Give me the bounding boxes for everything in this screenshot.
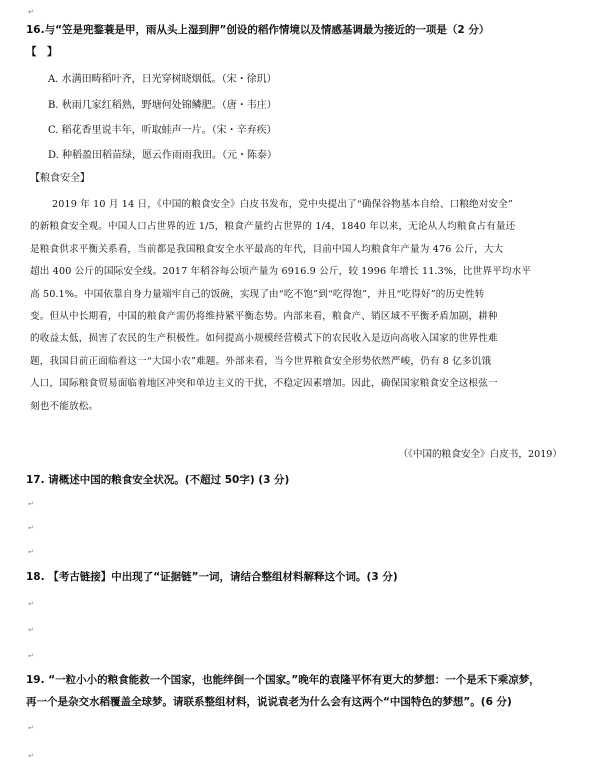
section-title-food-security: 【粮食安全】 — [30, 173, 90, 184]
answer-blank-mark: ↵ — [28, 652, 34, 660]
answer-blank-mark: ↵ — [28, 524, 34, 532]
option-c: C. 稻花香里说丰年，听取蛙声一片。（宋・辛弃疾） — [48, 125, 277, 136]
answer-blank-mark: ↵ — [28, 600, 34, 608]
passage-source: （《中国的粮食安全》白皮书，2019） — [398, 449, 562, 460]
answer-blank-mark: ↵ — [28, 724, 34, 732]
passage-line: 人口，国际粮食贸易面临着地区冲突和单边主义的干扰，不稳定因素增加。因此，确保国家粮食安全这根弦一 — [30, 378, 498, 390]
passage-line: 题，我国目前正面临着这一“大国小农”难题。外部来看，当今世界粮食安全形势依然严峻，仍有 8 亿多饥饿 — [30, 355, 492, 367]
answer-blank-mark: ↵ — [28, 752, 34, 760]
question-16-title: 16.与“笠是兜鍪蓑是甲，雨从头上湿到胛”创设的稻作情境以及情感基调最为接近的一项是（2 分） — [26, 24, 490, 36]
passage-line: 变。但从中长期看，中国的粮食产需仍将维持紧平衡态势。内部来看，粮食产、销区域不平衡矛盾加剧，耕种 — [30, 311, 498, 323]
question-18: 18. 【考古链接】中出现了“证据链”一词，请结合整组材料解释这个词。(3 分) — [26, 571, 398, 583]
passage — [30, 194, 570, 418]
passage-line: 高 50.1%。中国依靠自身力量端牢自己的饭碗，实现了由“吃不饱”到“吃得饱”，并且“吃得好”的历史性转 — [30, 288, 485, 300]
passage-line: 2019 年 10 月 14 日，《中国的粮食安全》白皮书发布，党中央提出了“确保谷物基本自给、口粮绝对安全” — [52, 199, 514, 210]
passage-line: 的新粮食安全观。中国人口占世界的近 1/5，粮食产量约占世界的 1/4，1840 年以来，无论从人均粮食占有量还 — [30, 221, 516, 233]
answer-bracket: 【 】 — [26, 46, 58, 58]
answer-blank-mark: ↵ — [28, 500, 34, 508]
question-19-line-2: 再一个是杂交水稻覆盖全球梦。请联系整组材料，说说袁老为什么会有这两个“中国特色的梦想”。(6 分) — [26, 696, 512, 708]
option-d: D. 种稻盈田稻苗绿，愿云作雨雨我田。（元・陈泰） — [48, 150, 278, 161]
passage-line: 的收益太低，损害了农民的生产积极性。如何提高小规模经营模式下的农民收入是迈向高收入国家的世界性难 — [30, 333, 498, 345]
passage-line: 刻也不能放松。 — [30, 400, 99, 412]
answer-blank-mark: ↵ — [28, 626, 34, 634]
passage-line: 超出 400 公斤的国际安全线。2017 年稻谷每公顷产量为 6916.9 公斤，较 1996 年增长 11.3%，比世界平均水平 — [30, 266, 532, 278]
passage-line: 是粮食供求平衡关系看，当前都是我国粮食安全水平最高的年代，目前中国人均粮食年产量为 476 公斤，大大 — [30, 243, 504, 255]
question-19-line-1: 19. “一粒小小的粮食能救一个国家，也能绊倒一个国家。”晚年的袁隆平怀有更大的梦想：一个是禾下乘凉梦， — [26, 674, 540, 686]
answer-blank-mark: ↵ — [28, 548, 34, 556]
option-a: A. 水满田畴稻叶齐，日光穿树晓烟低。（宋・徐玑） — [48, 74, 277, 85]
paragraph-mark: ↵ — [28, 8, 34, 16]
option-b: B. 秋雨几家红稻熟，野塘何处锦鳞肥。（唐・韦庄） — [48, 100, 277, 111]
question-17: 17. 请概述中国的粮食安全状况。(不超过 50字) (3 分) — [26, 474, 290, 486]
